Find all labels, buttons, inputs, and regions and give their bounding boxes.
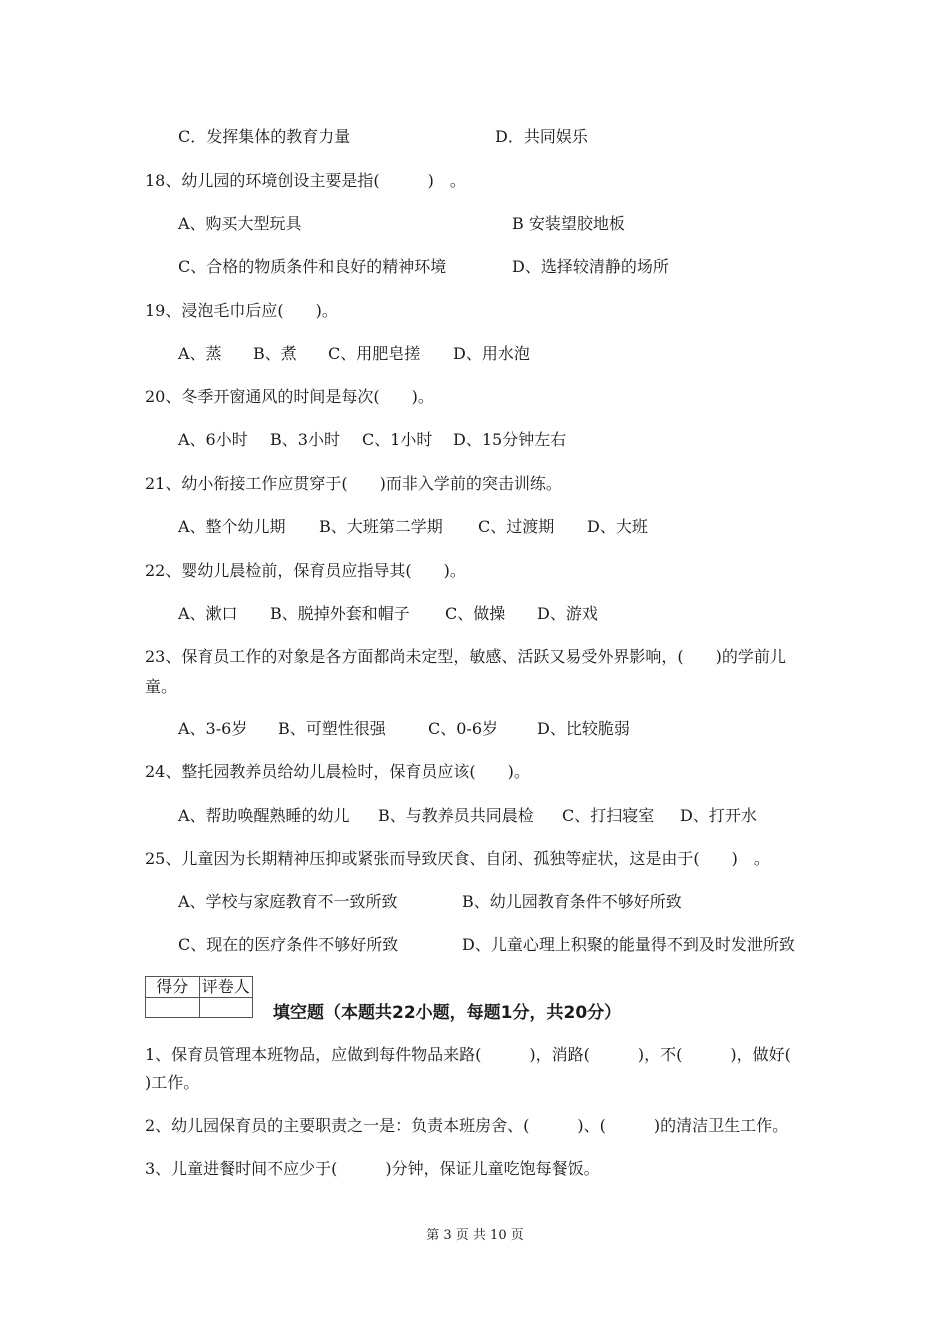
fill-q3: 3、儿童进餐时间不应少于( )分钟，保证儿童吃饱每餐饭。 (145, 1159, 600, 1178)
q17-option-d: D．共同娱乐 (495, 127, 588, 146)
q20-option-b: B、3小时 (270, 430, 340, 449)
q20-stem: 20、冬季开窗通风的时间是每次( )。 (145, 387, 434, 406)
q18-option-d: D、选择较清静的场所 (512, 257, 669, 276)
q23-option-c: C、0-6岁 (428, 719, 499, 738)
q18-option-a: A、购买大型玩具 (178, 214, 302, 233)
q17-option-c: C．发挥集体的教育力量 (178, 127, 351, 146)
q25-stem: 25、儿童因为长期精神压抑或紧张而导致厌食、自闭、孤独等症状，这是由于( ) 。 (145, 849, 770, 868)
fill-q1-line1: 1、保育员管理本班物品，应做到每件物品来路( )，消路( )，不( )，做好( (145, 1045, 791, 1064)
q24-stem: 24、整托园教养员给幼儿晨检时，保育员应该( )。 (145, 762, 530, 781)
q20-option-c: C、1小时 (362, 430, 433, 449)
q21-option-a: A、整个幼儿期 (178, 517, 286, 536)
score-cell (146, 997, 200, 1018)
q24-option-a: A、帮助唤醒熟睡的幼儿 (178, 806, 350, 825)
fill-q1-line2: )工作。 (145, 1073, 200, 1092)
q19-option-a: A、蒸 (178, 344, 222, 363)
q18-option-b: B 安装望胶地板 (512, 214, 625, 233)
q25-option-c: C、现在的医疗条件不够好所致 (178, 935, 399, 954)
q23-option-a: A、3-6岁 (178, 719, 248, 738)
q21-option-b: B、大班第二学期 (319, 517, 443, 536)
section-title: 填空题（本题共22小题，每题1分，共20分） (273, 1003, 622, 1023)
q24-option-d: D、打开水 (680, 806, 757, 825)
q23-stem-line2: 童。 (145, 677, 178, 696)
q22-stem: 22、婴幼儿晨检前，保育员应指导其( )。 (145, 561, 466, 580)
page-footer: 第 3 页 共 10 页 (426, 1228, 524, 1243)
q19-stem: 19、浸泡毛巾后应( )。 (145, 301, 338, 320)
grader-label: 评卷人 (199, 977, 253, 998)
q24-option-b: B、与教养员共同晨检 (378, 806, 534, 825)
q22-option-c: C、做操 (445, 604, 506, 623)
q23-stem-line1: 23、保育员工作的对象是各方面都尚未定型，敏感、活跃又易受外界影响，( )的学前儿 (145, 647, 786, 666)
q19-option-c: C、用肥皂搓 (328, 344, 421, 363)
q21-option-c: C、过渡期 (478, 517, 555, 536)
q20-option-a: A、6小时 (178, 430, 248, 449)
q18-stem: 18、幼儿园的环境创设主要是指( ) 。 (145, 171, 466, 190)
q24-option-c: C、打扫寝室 (562, 806, 655, 825)
q21-stem: 21、幼小衔接工作应贯穿于( )而非入学前的突击训练。 (145, 474, 562, 493)
q23-option-b: B、可塑性很强 (278, 719, 386, 738)
score-label: 得分 (146, 977, 200, 998)
q25-option-d: D、儿童心理上积聚的能量得不到及时发泄所致 (462, 935, 795, 954)
q19-option-b: B、煮 (253, 344, 297, 363)
q23-option-d: D、比较脆弱 (537, 719, 630, 738)
q19-option-d: D、用水泡 (453, 344, 530, 363)
q25-option-a: A、学校与家庭教育不一致所致 (178, 892, 398, 911)
q22-option-b: B、脱掉外套和帽子 (270, 604, 410, 623)
q18-option-c: C、合格的物质条件和良好的精神环境 (178, 257, 447, 276)
q22-option-a: A、漱口 (178, 604, 238, 623)
score-box (145, 976, 253, 1018)
q25-option-b: B、幼儿园教育条件不够好所致 (462, 892, 682, 911)
grader-cell (199, 997, 253, 1018)
q20-option-d: D、15分钟左右 (453, 430, 567, 449)
q21-option-d: D、大班 (587, 517, 648, 536)
q22-option-d: D、游戏 (537, 604, 598, 623)
fill-q2: 2、幼儿园保育员的主要职责之一是：负责本班房舍、( )、( )的清洁卫生工作。 (145, 1116, 789, 1135)
